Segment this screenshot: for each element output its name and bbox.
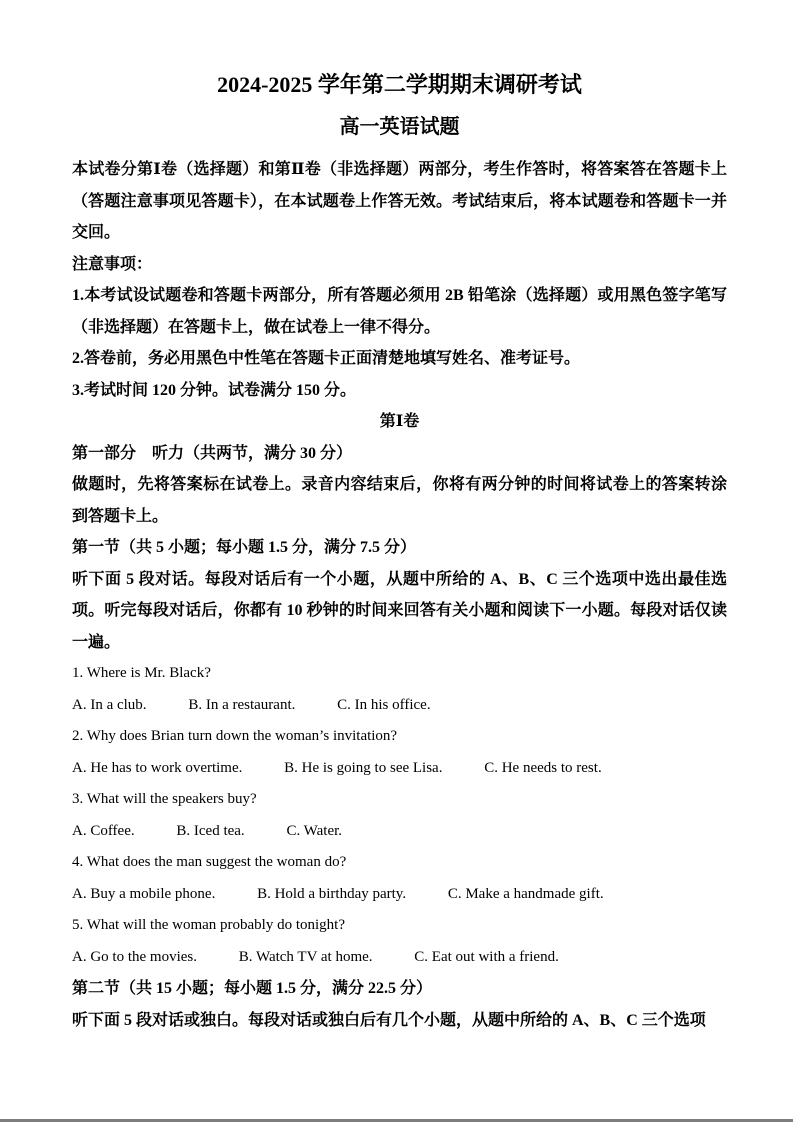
question-3-text: 3. What will the speakers buy? xyxy=(72,791,257,807)
question-4-option-c: C. Make a handmade gift. xyxy=(447,885,604,902)
question-5-option-b: B. Watch TV at home. xyxy=(238,948,373,965)
question-block-2 xyxy=(72,721,727,784)
question-4-option-b: B. Hold a birthday party. xyxy=(257,885,407,902)
question-block-5 xyxy=(72,910,727,973)
note-item-1: 1.本考试设试题卷和答题卡两部分，所有答题必须用 2B 铅笔涂（选择题）或用黑色签字笔写（非选择题）在答题卡上，做在试卷上一律不得分。 xyxy=(72,287,727,336)
question-1-option-a: A. In a club. xyxy=(72,696,147,713)
question-5-option-a: A. Go to the movies. xyxy=(72,948,197,965)
part1-instruction: 做题时，先将答案标在试卷上。录音内容结束后，你将有两分钟的时间将试卷上的答案转涂到答题卡上。 xyxy=(72,476,727,525)
question-4-option-a: A. Buy a mobile phone. xyxy=(72,885,216,902)
question-5-options xyxy=(72,942,727,974)
question-block-4 xyxy=(72,847,727,910)
question-3-option-a: A. Coffee. xyxy=(72,822,135,839)
section2-instruction: 听下面 5 段对话或独白。每段对话或独白后有几个小题，从题中所给的 A、B、C 三个选项 xyxy=(72,1011,706,1029)
section2-heading: 第二节（共 15 小题；每小题 1.5 分，满分 22.5 分） xyxy=(72,980,433,997)
question-2-options xyxy=(72,753,727,785)
exam-subtitle: 高一英语试题 xyxy=(339,116,460,138)
question-5-text: 5. What will the woman probably do tonight? xyxy=(72,917,346,933)
notes-heading: 注意事项： xyxy=(72,255,153,273)
question-4-options xyxy=(72,879,727,911)
question-2-text: 2. Why does Brian turn down the woman’s invitation? xyxy=(72,728,398,744)
question-2-option-b: B. He is going to see Lisa. xyxy=(284,759,443,776)
question-3-option-c: C. Water. xyxy=(286,822,343,839)
part1-heading: 第一部分 听力（共两节，满分 30 分） xyxy=(72,444,353,462)
section1-instruction: 听下面 5 段对话。每段对话后有一个小题，从题中所给的 A、B、C 三个选项中选出最佳选项。听完每段对话后，你都有 10 秒钟的时间来回答有关小题和阅读下一小题。每段对话仅读一遍。 xyxy=(72,570,727,651)
volume1-heading: 第Ⅰ卷 xyxy=(379,413,420,430)
question-4-text: 4. What does the man suggest the woman do? xyxy=(72,854,347,870)
question-1-option-c: C. In his office. xyxy=(337,696,431,713)
question-block-1 xyxy=(72,658,727,721)
intro-paragraph: 本试卷分第Ⅰ卷（选择题）和第Ⅱ卷（非选择题）两部分，考生作答时，将答案答在答题卡上（答题注意事项见答题卡），在本试题卷上作答无效。考试结束后，将本试题卷和答题卡一并交回。 xyxy=(72,161,727,241)
section1-heading: 第一节（共 5 小题；每小题 1.5 分，满分 7.5 分） xyxy=(72,539,417,556)
question-block-3 xyxy=(72,784,727,847)
note-item-3: 3.考试时间 120 分钟。试卷满分 150 分。 xyxy=(72,381,357,399)
question-5-option-c: C. Eat out with a friend. xyxy=(414,948,559,965)
question-1-text: 1. Where is Mr. Black? xyxy=(72,665,211,681)
question-1-option-b: B. In a restaurant. xyxy=(188,696,296,713)
question-1-options xyxy=(72,690,727,722)
question-2-option-c: C. He needs to rest. xyxy=(484,759,602,776)
question-3-options xyxy=(72,816,727,848)
exam-title: 2024-2025 学年第二学期期末调研考试 xyxy=(217,72,582,97)
note-item-2: 2.答卷前，务必用黑色中性笔在答题卡正面清楚地填写姓名、准考证号。 xyxy=(72,350,581,367)
question-3-option-b: B. Iced tea. xyxy=(176,822,245,839)
question-2-option-a: A. He has to work overtime. xyxy=(72,759,243,776)
